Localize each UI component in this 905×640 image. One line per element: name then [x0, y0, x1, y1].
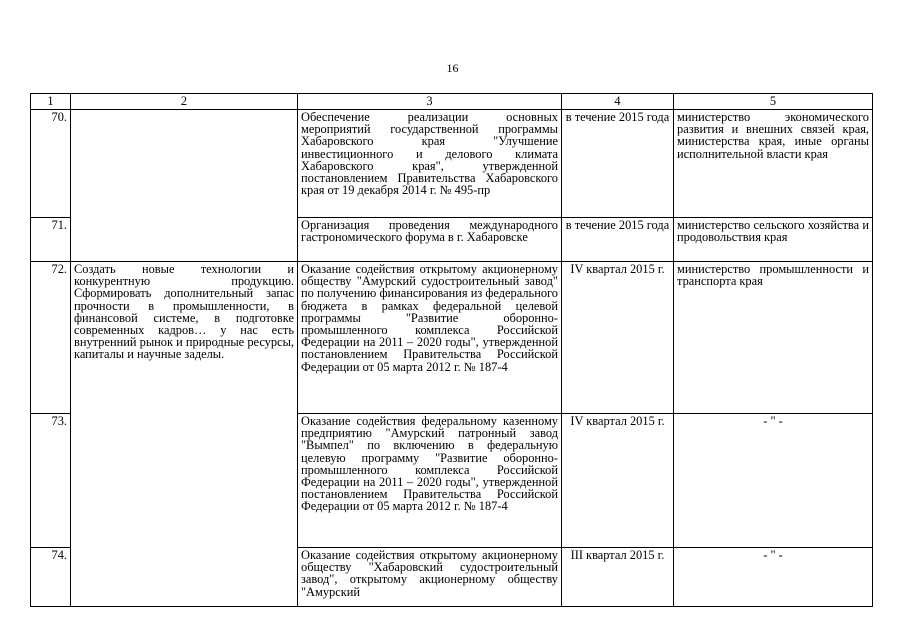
column-header: 3 — [298, 94, 562, 110]
responsible-cell: министерство экономического развития и внешних связей края, министерства края, иные органы исполнительной власти края — [674, 110, 873, 218]
row-number: 73. — [31, 414, 71, 548]
action-cell: Оказание содействия открытому акционерному обществу "Хабаровский судостроительный завод", открытому акционерному обществу "Амурский — [298, 548, 562, 607]
term-cell: IV квартал 2015 г. — [562, 414, 674, 548]
measures-table — [30, 93, 873, 607]
table-header-row — [31, 94, 873, 110]
column-header: 2 — [71, 94, 298, 110]
term-cell: в течение 2015 года — [562, 218, 674, 262]
action-cell: Организация проведения международного гастрономического форума в г. Хабаровске — [298, 218, 562, 262]
term-cell: IV квартал 2015 г. — [562, 262, 674, 414]
column-header: 5 — [674, 94, 873, 110]
term-cell: III квартал 2015 г. — [562, 548, 674, 607]
responsible-cell: министерство промышленности и транспорта края — [674, 262, 873, 414]
action-cell: Оказание содействия федеральному казенному предприятию "Амурский патронный завод "Вымпел" по включению в федеральную целевую программу "Развитие оборонно-промышленного комплекса Российской Федерации на 2011 – 2020 годы", утвержденной постановлением Правительства Российской Федерации от 05 марта 2012 г. № 187-4 — [298, 414, 562, 548]
responsible-cell: - " - — [674, 548, 873, 607]
action-cell: Обеспечение реализации основных мероприятий государственной программы Хабаровского края "Улучшение инвестиционного и делового климата Хабаровского края", утвержденной постановлением Правительства Хабаровского края от 19 декабря 2014 г. № 495-пр — [298, 110, 562, 218]
row-number: 72. — [31, 262, 71, 414]
row-number: 70. — [31, 110, 71, 218]
page-number: 16 — [446, 61, 459, 75]
column-header: 4 — [562, 94, 674, 110]
goal-cell: Создать новые технологии и конкурентную продукцию. Сформировать дополнительный запас прочности в промышленности, в финансовой системе, в подготовке современных кадров… у нас есть внутренний рынок и природные ресурсы, капиталы и научные заделы. — [71, 262, 298, 607]
responsible-cell: - " - — [674, 414, 873, 548]
row-number: 71. — [31, 218, 71, 262]
term-cell: в течение 2015 года — [562, 110, 674, 218]
goal-cell — [71, 110, 298, 262]
responsible-cell: министерство сельского хозяйства и продовольствия края — [674, 218, 873, 262]
table-row — [31, 262, 873, 414]
column-header: 1 — [31, 94, 71, 110]
row-number: 74. — [31, 548, 71, 607]
table-row — [31, 110, 873, 218]
action-cell: Оказание содействия открытому акционерному обществу "Амурский судостроительный завод" по получению финансирования из федерального бюджета в рамках федеральной целевой программы "Развитие оборонно-промышленного комплекса Российской Федерации на 2011 – 2020 годы", утвержденной постановлением Правительства Российской Федерации от 05 марта 2012 г. № 187-4 — [298, 262, 562, 414]
